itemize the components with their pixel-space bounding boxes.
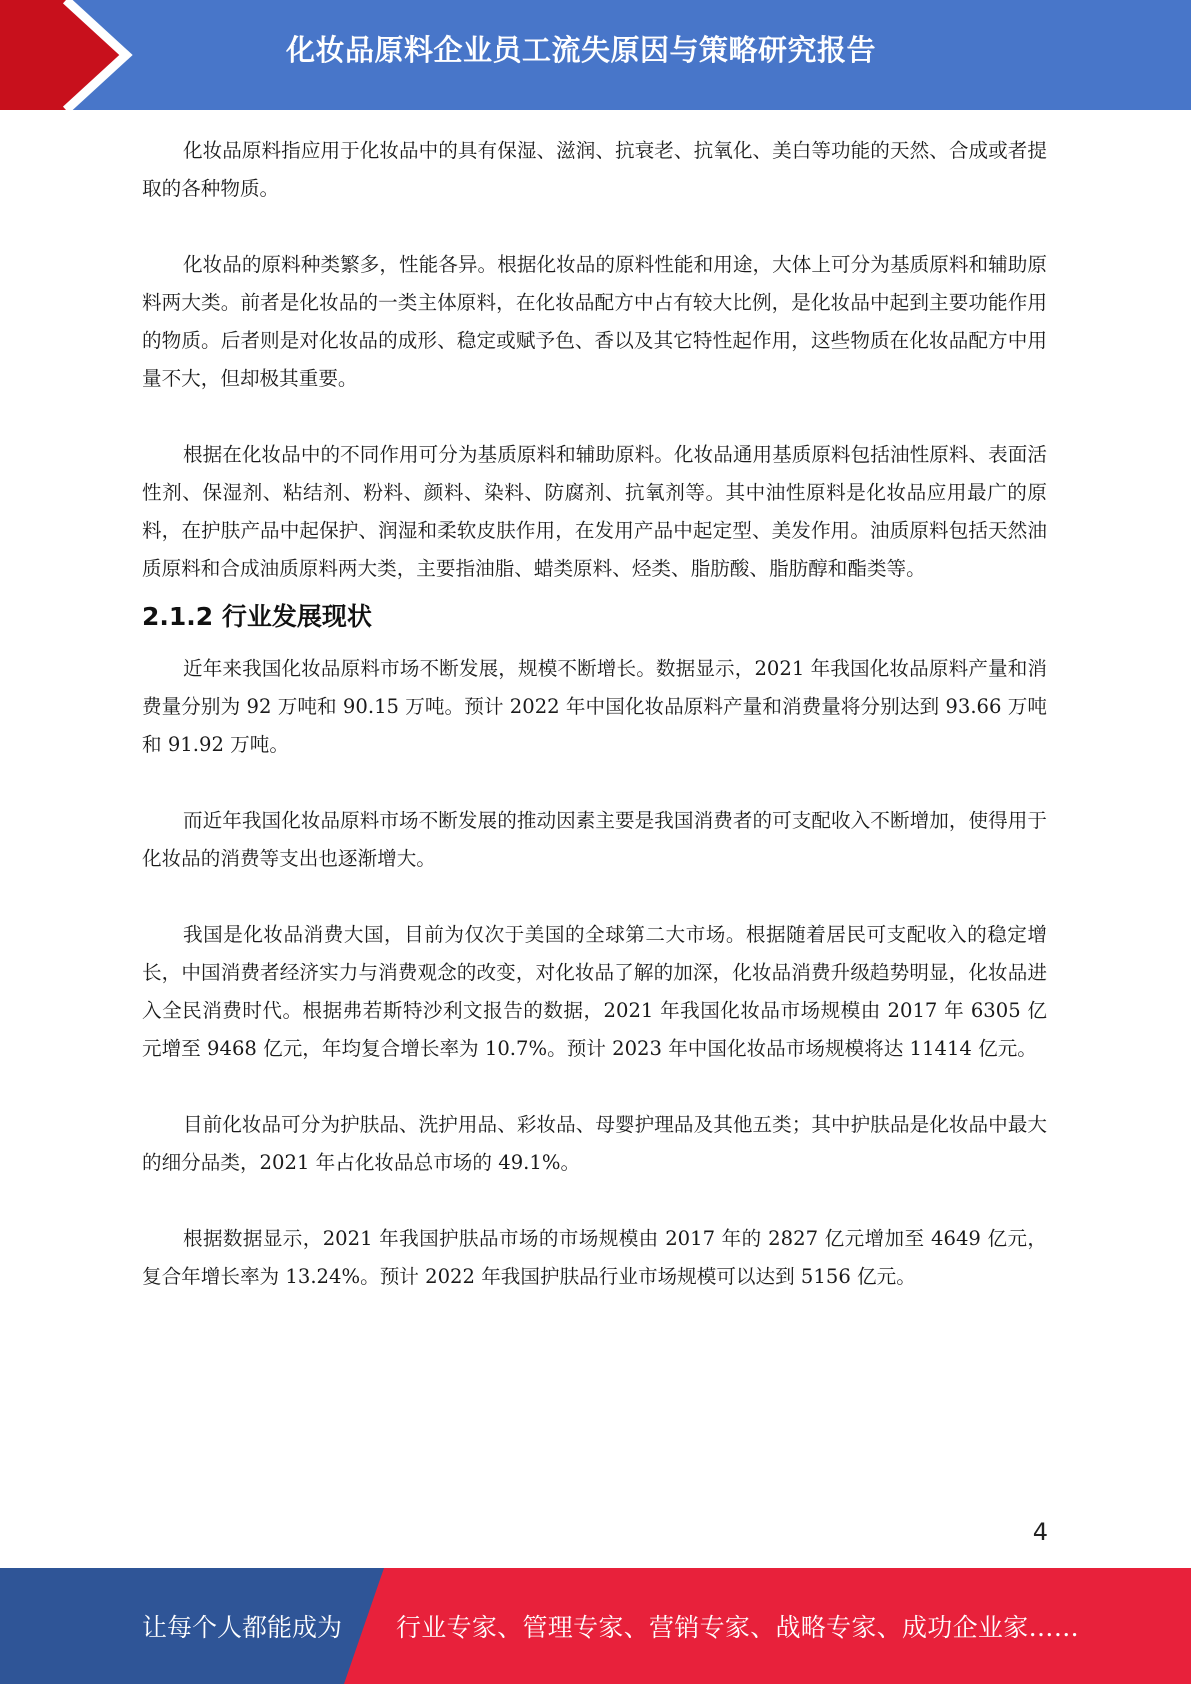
report-title: 化妆品原料企业员工流失原因与策略研究报告 — [286, 33, 877, 67]
document-body — [142, 132, 1047, 1296]
paragraph-spacer — [142, 398, 1047, 436]
paragraph: 化妆品的原料种类繁多，性能各异。根据化妆品的原料性能和用途，大体上可分为基质原料和辅助原料两大类。前者是化妆品的一类主体原料，在化妆品配方中占有较大比例，是化妆品中起到主要功能作用的物质。后者则是对化妆品的成形、稳定或赋予色、香以及其它特性起作用，这些物质在化妆品配方中用量不大，但却极其重要。 — [142, 253, 1047, 390]
paragraph-spacer — [142, 208, 1047, 246]
paragraph-spacer — [142, 1182, 1047, 1220]
footer-banner — [0, 1568, 1191, 1684]
section-heading: 2.1.2 行业发展现状 — [142, 602, 372, 631]
paragraph-spacer — [142, 878, 1047, 916]
paragraph: 近年来我国化妆品原料市场不断发展，规模不断增长。数据显示，2021 年我国化妆品原料产量和消费量分别为 92 万吨和 90.15 万吨。预计 2022 年中国化妆品原料产量和消费量将分别达到 93.66 万吨和 91.92 万吨。 — [142, 657, 1047, 756]
paragraph: 根据在化妆品中的不同作用可分为基质原料和辅助原料。化妆品通用基质原料包括油性原料、表面活性剂、保湿剂、粘结剂、粉料、颜料、染料、防腐剂、抗氧剂等。其中油性原料是化妆品应用最广的原料，在护肤产品中起保护、润湿和柔软皮肤作用，在发用产品中起定型、美发作用。油质原料包括天然油质原料和合成油质原料两大类，主要指油脂、蜡类原料、烃类、脂肪酸、脂肪醇和酯类等。 — [142, 443, 1047, 580]
paragraph: 根据数据显示，2021 年我国护肤品市场的市场规模由 2017 年的 2827 亿元增加至 4649 亿元，复合年增长率为 13.24%。预计 2022 年我国护肤品行业市场规模可以达到 5156 亿元。 — [142, 1227, 1047, 1288]
paragraph: 目前化妆品可分为护肤品、洗护用品、彩妆品、母婴护理品及其他五类；其中护肤品是化妆品中最大的细分品类，2021 年占化妆品总市场的 49.1%。 — [142, 1113, 1047, 1174]
header-banner — [0, 0, 1191, 110]
footer-slogan-left: 让每个人都能成为 — [142, 1613, 343, 1642]
paragraph: 我国是化妆品消费大国，目前为仅次于美国的全球第二大市场。根据随着居民可支配收入的稳定增长，中国消费者经济实力与消费观念的改变，对化妆品了解的加深，化妆品消费升级趋势明显，化妆品进入全民消费时代。根据弗若斯特沙利文报告的数据，2021 年我国化妆品市场规模由 2017 年 6305 亿元增至 9468 亿元，年均复合增长率为 10.7%。预计 2023 年中国化妆品市场规模将达 11414 亿元。 — [142, 923, 1047, 1060]
paragraph-spacer — [142, 764, 1047, 802]
footer-slogan-right: 行业专家、管理专家、营销专家、战略专家、成功企业家…… — [396, 1613, 1080, 1642]
paragraph: 化妆品原料指应用于化妆品中的具有保湿、滋润、抗衰老、抗氧化、美白等功能的天然、合成或者提取的各种物质。 — [142, 139, 1047, 200]
paragraph-spacer — [142, 1068, 1047, 1106]
paragraph: 而近年我国化妆品原料市场不断发展的推动因素主要是我国消费者的可支配收入不断增加，使得用于化妆品的消费等支出也逐渐增大。 — [142, 809, 1047, 870]
page-number: 4 — [1032, 1518, 1048, 1546]
